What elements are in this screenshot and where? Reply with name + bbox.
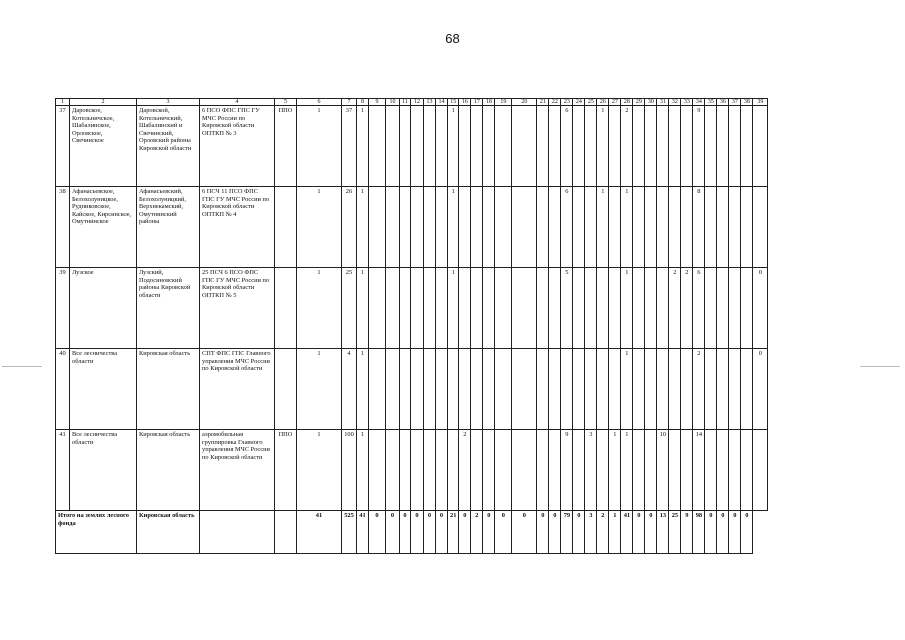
cell-col-10 [386, 430, 400, 511]
column-number-27: 27 [609, 99, 621, 106]
cell-col-15: 1 [448, 106, 459, 187]
cell-col-24 [573, 268, 585, 349]
cell-col-7: 100 [342, 430, 357, 511]
cell-col-30 [645, 106, 657, 187]
cell-col-33 [681, 349, 693, 430]
cell-col-2: Афанасьевское, Белохолуницкое, Рудниковское, Кайское, Кирсинское, Омутнинское [70, 187, 137, 268]
column-number-39: 39 [753, 99, 768, 106]
cell-col-3: Кировская область [137, 349, 200, 430]
column-number-15: 15 [448, 99, 459, 106]
total-value: 0 [512, 511, 537, 554]
total-value: 41 [357, 511, 369, 554]
total-value: 0 [549, 511, 561, 554]
cell-col-5 [275, 349, 297, 430]
column-number-22: 22 [549, 99, 561, 106]
column-number-16: 16 [459, 99, 471, 106]
cell-col-13 [424, 349, 436, 430]
total-value: 2 [471, 511, 483, 554]
cell-col-31 [657, 349, 669, 430]
cell-col-16 [459, 268, 471, 349]
cell-col-8: 1 [357, 268, 369, 349]
cell-col-12 [411, 430, 424, 511]
cell-col-26: 1 [597, 187, 609, 268]
column-number-32: 32 [669, 99, 681, 106]
cell-col-16 [459, 349, 471, 430]
column-number-28: 28 [621, 99, 633, 106]
column-number-10: 10 [386, 99, 400, 106]
cell-col-4: аэромобильная группировка Главного управления МЧС России по Кировской области [200, 430, 275, 511]
column-number-6: 6 [297, 99, 342, 106]
total-value: 3 [585, 511, 597, 554]
cell-col-18 [483, 349, 495, 430]
cell-col-30 [645, 187, 657, 268]
cell-col-14 [436, 268, 448, 349]
total-value: 0 [436, 511, 448, 554]
cell-col-17 [471, 106, 483, 187]
cell-col-2: Все лесничества области [70, 430, 137, 511]
cell-col-28: 1 [621, 430, 633, 511]
cell-col-34: 9 [693, 106, 705, 187]
cell-col-11 [400, 268, 411, 349]
table-row [56, 268, 768, 349]
cell-col-37 [729, 268, 741, 349]
cell-col-26 [597, 430, 609, 511]
cell-col-22 [549, 106, 561, 187]
column-number-11: 11 [400, 99, 411, 106]
total-value: 2 [597, 511, 609, 554]
table-row [56, 106, 768, 187]
total-value: 0 [411, 511, 424, 554]
cell-col-30 [645, 430, 657, 511]
cell-col-31: 10 [657, 430, 669, 511]
cell-col-11 [400, 349, 411, 430]
total-value: 13 [657, 511, 669, 554]
cell-col-4: 6 ПСО ФПС ГПС ГУ МЧС России по Кировской области ОПТКП № 3 [200, 106, 275, 187]
total-value: 1 [609, 511, 621, 554]
cell-col-23: 6 [561, 106, 573, 187]
cell-col-33 [681, 430, 693, 511]
cell-col-35 [705, 349, 717, 430]
cell-col-39 [753, 430, 768, 511]
column-number-17: 17 [471, 99, 483, 106]
column-number-35: 35 [705, 99, 717, 106]
cell-col-3: Афанасьевский, Белохолуницкий, Верхнекамский, Омутнинский районы [137, 187, 200, 268]
total-value: 25 [669, 511, 681, 554]
cell-col-6: 1 [297, 187, 342, 268]
cell-col-8: 1 [357, 349, 369, 430]
cell-col-27 [609, 106, 621, 187]
cell-col-24 [573, 187, 585, 268]
cell-col-33: 2 [681, 268, 693, 349]
table-row [56, 349, 768, 430]
cell-col-23: 9 [561, 430, 573, 511]
total-empty-cell [200, 511, 275, 554]
total-value: 0 [645, 511, 657, 554]
cell-col-35 [705, 430, 717, 511]
cell-col-12 [411, 106, 424, 187]
total-value: 0 [717, 511, 729, 554]
cell-col-22 [549, 349, 561, 430]
cell-col-1: 38 [56, 187, 70, 268]
column-number-14: 14 [436, 99, 448, 106]
cell-col-18 [483, 106, 495, 187]
cell-col-4: 6 ПСЧ 11 ПСО ФПС ГПС ГУ МЧС России по Кировской области ОПТКП № 4 [200, 187, 275, 268]
cell-col-13 [424, 268, 436, 349]
cell-col-12 [411, 187, 424, 268]
cell-col-29 [633, 187, 645, 268]
cell-col-8: 1 [357, 430, 369, 511]
cell-col-9 [369, 430, 386, 511]
cell-col-16 [459, 187, 471, 268]
total-value: 0 [573, 511, 585, 554]
cell-col-2: Все лесничества области [70, 349, 137, 430]
cell-col-24 [573, 430, 585, 511]
cell-col-6: 1 [297, 268, 342, 349]
column-number-30: 30 [645, 99, 657, 106]
cell-col-17 [471, 187, 483, 268]
cell-col-30 [645, 268, 657, 349]
cell-col-10 [386, 187, 400, 268]
cell-col-5 [275, 268, 297, 349]
total-value: 0 [705, 511, 717, 554]
cell-col-26: 1 [597, 106, 609, 187]
cell-col-38 [741, 349, 753, 430]
cell-col-19 [495, 187, 512, 268]
cell-col-25: 3 [585, 430, 597, 511]
column-number-9: 9 [369, 99, 386, 106]
total-region: Кировская область [137, 511, 200, 554]
header-row [56, 99, 768, 106]
cell-col-3: Лузский, Подосиновский районы Кировской области [137, 268, 200, 349]
total-value: 9 [681, 511, 693, 554]
cell-col-16: 2 [459, 430, 471, 511]
cell-col-28: 1 [621, 187, 633, 268]
cell-col-18 [483, 268, 495, 349]
cell-col-9 [369, 106, 386, 187]
table-row [56, 187, 768, 268]
cell-col-25 [585, 349, 597, 430]
column-number-38: 38 [741, 99, 753, 106]
total-label: Итого на землях лесного фонда [56, 511, 137, 554]
column-number-33: 33 [681, 99, 693, 106]
cell-col-32 [669, 349, 681, 430]
cell-col-9 [369, 349, 386, 430]
cell-col-21 [537, 349, 549, 430]
cell-col-20 [512, 268, 537, 349]
cell-col-5: ППО [275, 106, 297, 187]
cell-col-29 [633, 349, 645, 430]
cell-col-13 [424, 106, 436, 187]
cell-col-12 [411, 268, 424, 349]
cell-col-29 [633, 430, 645, 511]
cell-col-21 [537, 268, 549, 349]
cell-col-1: 40 [56, 349, 70, 430]
total-value: 0 [424, 511, 436, 554]
column-number-25: 25 [585, 99, 597, 106]
column-number-4: 4 [200, 99, 275, 106]
cell-col-19 [495, 430, 512, 511]
total-value: 0 [483, 511, 495, 554]
column-number-26: 26 [597, 99, 609, 106]
cell-col-25 [585, 106, 597, 187]
cell-col-39: 0 [753, 268, 768, 349]
cell-col-39 [753, 106, 768, 187]
column-number-24: 24 [573, 99, 585, 106]
total-value: 79 [561, 511, 573, 554]
cell-col-9 [369, 187, 386, 268]
column-number-34: 34 [693, 99, 705, 106]
cell-col-2: Даровское, Котельничское, Шабалинское, Орловское, Свечинское [70, 106, 137, 187]
cell-col-3: Кировская область [137, 430, 200, 511]
column-number-5: 5 [275, 99, 297, 106]
cell-col-4: СПТ ФПС ГПС Главного управления МЧС России по Кировской области [200, 349, 275, 430]
cell-col-17 [471, 268, 483, 349]
scan-artifact-left [2, 366, 42, 367]
cell-col-22 [549, 430, 561, 511]
cell-col-9 [369, 268, 386, 349]
cell-col-31 [657, 268, 669, 349]
cell-col-32 [669, 187, 681, 268]
cell-col-7: 4 [342, 349, 357, 430]
total-value: 0 [495, 511, 512, 554]
cell-col-36 [717, 187, 729, 268]
cell-col-36 [717, 106, 729, 187]
cell-col-10 [386, 349, 400, 430]
cell-col-35 [705, 268, 717, 349]
cell-col-28: 2 [621, 106, 633, 187]
column-number-18: 18 [483, 99, 495, 106]
cell-col-16 [459, 106, 471, 187]
cell-col-32 [669, 106, 681, 187]
cell-col-29 [633, 106, 645, 187]
cell-col-6: 1 [297, 430, 342, 511]
column-number-23: 23 [561, 99, 573, 106]
cell-col-37 [729, 187, 741, 268]
total-value: 21 [448, 511, 459, 554]
cell-col-25 [585, 268, 597, 349]
cell-col-23 [561, 349, 573, 430]
cell-col-28: 1 [621, 268, 633, 349]
cell-col-20 [512, 430, 537, 511]
column-number-8: 8 [357, 99, 369, 106]
cell-col-27 [609, 187, 621, 268]
cell-col-22 [549, 187, 561, 268]
column-number-13: 13 [424, 99, 436, 106]
cell-col-17 [471, 349, 483, 430]
cell-col-29 [633, 268, 645, 349]
cell-col-17 [471, 430, 483, 511]
column-number-7: 7 [342, 99, 357, 106]
column-number-21: 21 [537, 99, 549, 106]
cell-col-32: 2 [669, 268, 681, 349]
cell-col-1: 41 [56, 430, 70, 511]
cell-col-14 [436, 187, 448, 268]
cell-col-36 [717, 268, 729, 349]
cell-col-26 [597, 268, 609, 349]
cell-col-25 [585, 187, 597, 268]
total-value: 41 [297, 511, 342, 554]
cell-col-15: 1 [448, 268, 459, 349]
cell-col-18 [483, 187, 495, 268]
total-value: 98 [693, 511, 705, 554]
cell-col-1: 37 [56, 106, 70, 187]
cell-col-32 [669, 430, 681, 511]
cell-col-33 [681, 187, 693, 268]
total-value: 0 [400, 511, 411, 554]
total-value: 0 [369, 511, 386, 554]
cell-col-34: 6 [693, 268, 705, 349]
cell-col-11 [400, 430, 411, 511]
cell-col-38 [741, 268, 753, 349]
cell-col-27 [609, 268, 621, 349]
page-number: 68 [445, 31, 460, 46]
cell-col-21 [537, 106, 549, 187]
cell-col-20 [512, 106, 537, 187]
cell-col-20 [512, 187, 537, 268]
cell-col-38 [741, 187, 753, 268]
cell-col-24 [573, 106, 585, 187]
cell-col-10 [386, 268, 400, 349]
total-value: 0 [741, 511, 753, 554]
cell-col-22 [549, 268, 561, 349]
cell-col-13 [424, 430, 436, 511]
cell-col-30 [645, 349, 657, 430]
column-number-19: 19 [495, 99, 512, 106]
total-value: 41 [621, 511, 633, 554]
total-row [56, 511, 768, 554]
cell-col-28: 1 [621, 349, 633, 430]
cell-col-8: 1 [357, 187, 369, 268]
total-value: 0 [537, 511, 549, 554]
cell-col-24 [573, 349, 585, 430]
cell-col-38 [741, 106, 753, 187]
cell-col-39: 0 [753, 349, 768, 430]
cell-col-3: Даровской, Котельничский, Шабалинский и Свечинский, Орловский районы Кировской области [137, 106, 200, 187]
cell-col-7: 37 [342, 106, 357, 187]
total-value: 0 [729, 511, 741, 554]
cell-col-36 [717, 349, 729, 430]
cell-col-14 [436, 430, 448, 511]
column-number-1: 1 [56, 99, 70, 106]
cell-col-21 [537, 430, 549, 511]
cell-col-21 [537, 187, 549, 268]
cell-col-7: 25 [342, 268, 357, 349]
cell-col-5 [275, 187, 297, 268]
cell-col-10 [386, 106, 400, 187]
cell-col-35 [705, 106, 717, 187]
column-number-36: 36 [717, 99, 729, 106]
cell-col-6: 1 [297, 106, 342, 187]
column-number-12: 12 [411, 99, 424, 106]
cell-col-15 [448, 349, 459, 430]
forest-fire-resources-table [55, 98, 768, 554]
cell-col-38 [741, 430, 753, 511]
cell-col-39 [753, 187, 768, 268]
cell-col-27: 1 [609, 430, 621, 511]
column-number-3: 3 [137, 99, 200, 106]
total-value: 525 [342, 511, 357, 554]
cell-col-37 [729, 349, 741, 430]
cell-col-5: ППО [275, 430, 297, 511]
total-value: 0 [386, 511, 400, 554]
cell-col-14 [436, 349, 448, 430]
cell-col-33 [681, 106, 693, 187]
cell-col-23: 6 [561, 187, 573, 268]
cell-col-37 [729, 106, 741, 187]
cell-col-8: 1 [357, 106, 369, 187]
cell-col-27 [609, 349, 621, 430]
column-number-31: 31 [657, 99, 669, 106]
total-value: 0 [459, 511, 471, 554]
cell-col-20 [512, 349, 537, 430]
cell-col-15: 1 [448, 187, 459, 268]
cell-col-1: 39 [56, 268, 70, 349]
total-value: 0 [633, 511, 645, 554]
cell-col-26 [597, 349, 609, 430]
cell-col-14 [436, 106, 448, 187]
table-row [56, 430, 768, 511]
total-empty-cell [275, 511, 297, 554]
scan-artifact-right [860, 366, 900, 367]
cell-col-2: Лузское [70, 268, 137, 349]
cell-col-34: 2 [693, 349, 705, 430]
cell-col-15 [448, 430, 459, 511]
cell-col-31 [657, 187, 669, 268]
cell-col-19 [495, 268, 512, 349]
cell-col-37 [729, 430, 741, 511]
cell-col-7: 26 [342, 187, 357, 268]
column-number-29: 29 [633, 99, 645, 106]
column-number-37: 37 [729, 99, 741, 106]
cell-col-6: 1 [297, 349, 342, 430]
cell-col-23: 5 [561, 268, 573, 349]
column-number-2: 2 [70, 99, 137, 106]
cell-col-12 [411, 349, 424, 430]
cell-col-11 [400, 106, 411, 187]
column-number-20: 20 [512, 99, 537, 106]
cell-col-11 [400, 187, 411, 268]
cell-col-19 [495, 106, 512, 187]
cell-col-31 [657, 106, 669, 187]
cell-col-13 [424, 187, 436, 268]
cell-col-36 [717, 430, 729, 511]
cell-col-4: 25 ПСЧ 6 ПСО ФПС ГПС ГУ МЧС России по Кировской области ОПТКП № 5 [200, 268, 275, 349]
cell-col-19 [495, 349, 512, 430]
cell-col-18 [483, 430, 495, 511]
cell-col-34: 8 [693, 187, 705, 268]
cell-col-34: 14 [693, 430, 705, 511]
cell-col-35 [705, 187, 717, 268]
